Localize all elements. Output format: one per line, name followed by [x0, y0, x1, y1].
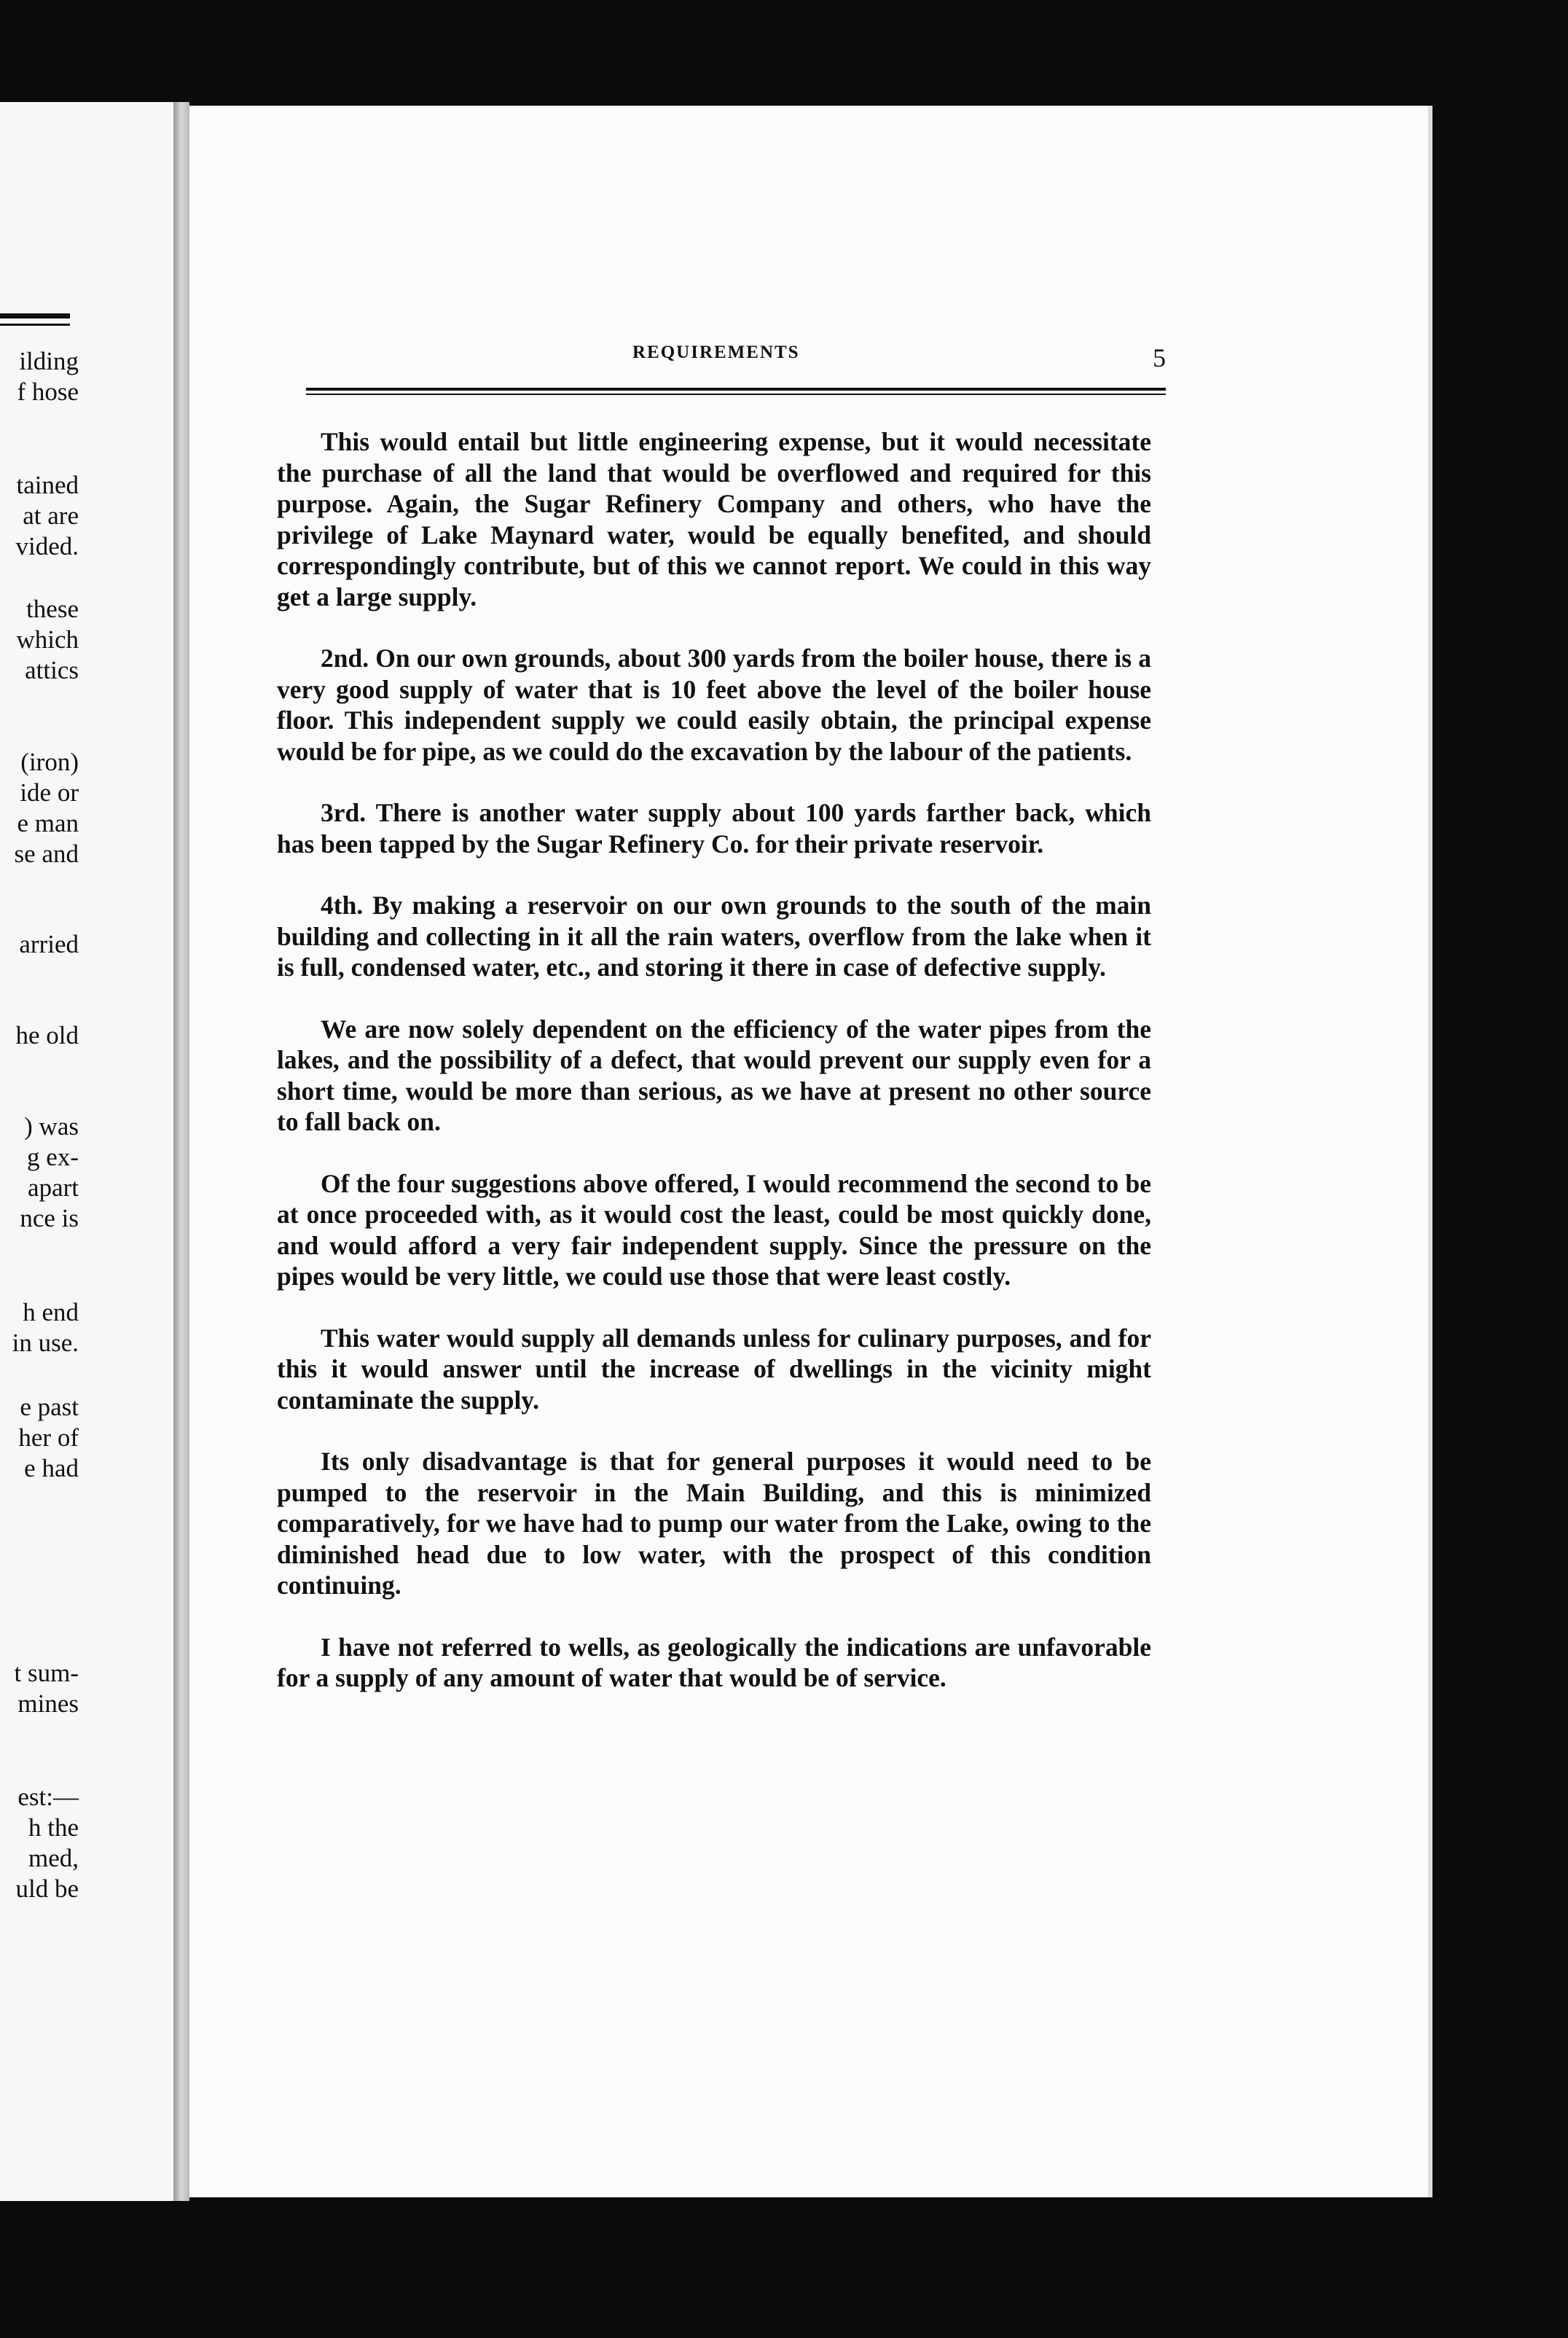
left-line: se and: [14, 840, 79, 868]
left-line: t sum-: [14, 1659, 79, 1687]
paragraph: This would entail but little engineering expense, but it would necessitate the purchase of all the land that would be overflowed and required for this purpose. Again, the Sugar Refinery Company and others, who have the privilege of Lake Maynard water, would be equally benefited, and should correspondingly contribute, but of this we cannot report. We could in this way get a large supply.: [277, 427, 1151, 611]
left-line: ) was: [24, 1112, 79, 1141]
left-line: ide or: [20, 778, 79, 807]
paragraph: Of the four suggestions above offered, I would recommend the second to be at once proceeded with, as it would cost the least, could be most quickly done, and would afford a very fair independent supply. Since the pressure on the pipes would be very little, we could use those that were least costly.: [277, 1168, 1151, 1291]
left-line: e had: [24, 1454, 79, 1482]
body-text: [277, 426, 1151, 1724]
left-line: vided.: [15, 532, 79, 560]
paragraph: 2nd. On our own grounds, about 300 yards from the boiler house, there is a very good supply of water that is 10 feet above the level of the boiler house floor. This independent supply we could easily obtain, the principal expense would be for pipe, as we could do the excavation by the labour of the patients.: [277, 644, 1151, 766]
left-line: in use.: [12, 1329, 79, 1357]
left-line: apart: [28, 1173, 79, 1202]
paragraph: We are now solely dependent on the efficiency of the water pipes from the lakes, and the possibility of a defect, that would prevent our supply even for a short time, would be more than serious, as we have at present no other source to fall back on.: [277, 1014, 1151, 1136]
left-line: nce is: [20, 1204, 79, 1232]
left-line: h the: [28, 1813, 79, 1842]
left-page-rule: [0, 313, 70, 326]
left-line: at are: [23, 501, 79, 530]
left-line: e man: [17, 809, 79, 837]
page-header: [306, 343, 1166, 372]
paragraph: Its only disadvantage is that for general purposes it would need to be pumped to the reservoir in the Main Building, and this is minimized comparatively, for we have had to pump our water from the Lake, owing to the diminished head due to low water, with the prospect of this condition continuing.: [277, 1447, 1151, 1600]
left-line: med,: [28, 1844, 79, 1872]
left-line: arried: [19, 930, 79, 958]
left-line: he old: [15, 1021, 79, 1049]
left-line: ilding: [19, 347, 79, 375]
page-number: 5: [1153, 343, 1166, 372]
paragraph: 4th. By making a reservoir on our own grounds to the south of the main building and collecting in it all the rain waters, overflow from the lake when it is full, condensed water, etc., and storing it there in case of defective supply.: [277, 891, 1151, 982]
left-line: est:—: [17, 1783, 79, 1811]
left-line: g ex-: [27, 1143, 79, 1171]
running-head: REQUIREMENTS: [632, 343, 800, 362]
paragraph: This water would supply all demands unless for culinary purposes, and for this it would answer until the increase of dwellings in the vicinity might contaminate the supply.: [277, 1323, 1151, 1415]
book-gutter: [173, 102, 189, 2201]
left-line: tained: [16, 471, 79, 499]
left-line: (iron): [20, 748, 79, 776]
left-line: uld be: [15, 1874, 79, 1903]
paragraph: I have not referred to wells, as geologically the indications are unfavorable for a supply of any amount of water that would be of service.: [277, 1632, 1151, 1692]
left-line: h end: [23, 1298, 79, 1326]
left-line: f hose: [17, 378, 79, 406]
left-page: [0, 102, 173, 2201]
left-line: which: [16, 625, 79, 654]
left-line: e past: [20, 1393, 79, 1421]
left-line: her of: [18, 1423, 79, 1452]
header-rule: [306, 388, 1166, 395]
left-line: attics: [25, 656, 79, 684]
left-line: these: [26, 595, 79, 623]
left-line: mines: [17, 1689, 79, 1718]
paragraph: 3rd. There is another water supply about 100 yards farther back, which has been tapped by the Sugar Refinery Co. for their private reservoir.: [277, 798, 1151, 859]
